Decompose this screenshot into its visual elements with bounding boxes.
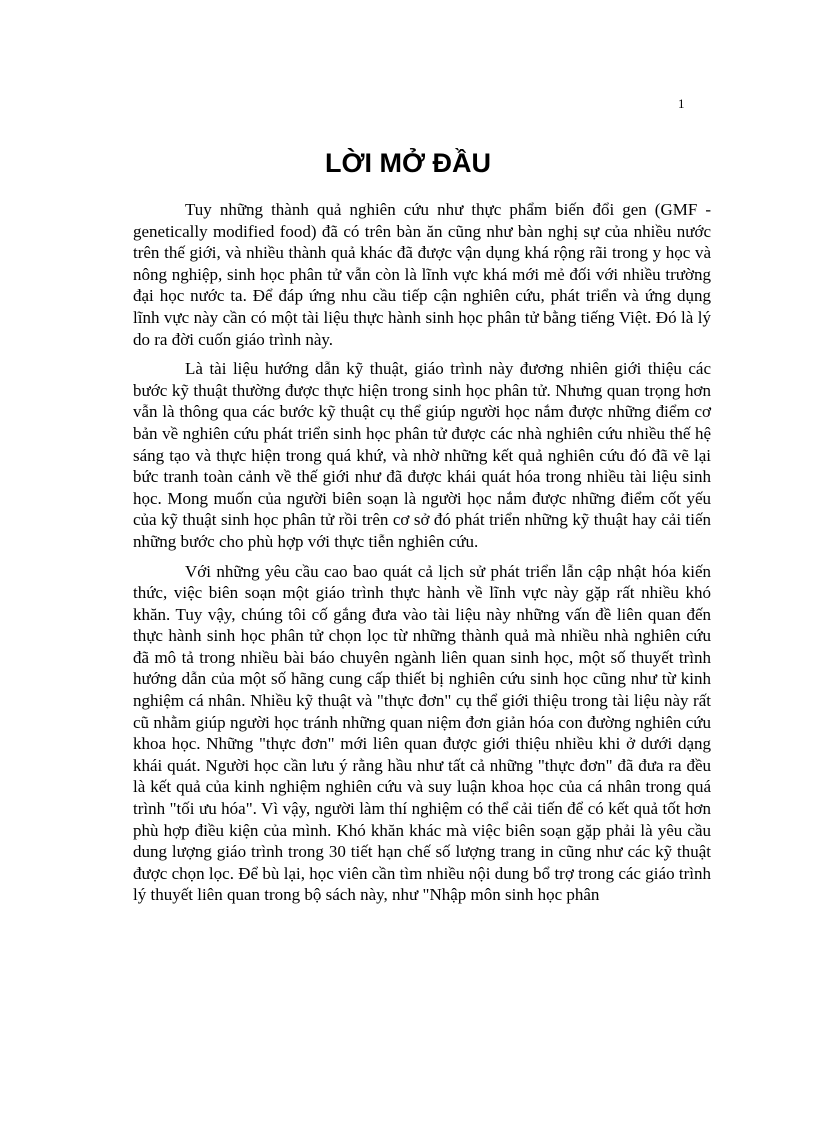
body-text <box>133 199 711 914</box>
paragraph-1: Tuy những thành quả nghiên cứu như thực phẩm biến đổi gen (GMF - genetically modified food) đã có trên bàn ăn cũng như bàn nghị sự của nhiều nước trên thế giới, và nhiều thành quả khác đã được vận dụng khá rộng rãi trong y học và nông nghiệp, sinh học phân tử vẫn còn là lĩnh vực khá mới mẻ đối với nhiều trường đại học nước ta. Để đáp ứng nhu cầu tiếp cận nghiên cứu, phát triển và ứng dụng lĩnh vực này cần có một tài liệu thực hành sinh học phân tử bằng tiếng Việt. Đó là lý do ra đời cuốn giáo trình này. <box>133 200 711 349</box>
paragraph-3: Với những yêu cầu cao bao quát cả lịch sử phát triển lẫn cập nhật hóa kiến thức, việc biên soạn một giáo trình thực hành về lĩnh vực này gặp rất nhiều khó khăn. Tuy vậy, chúng tôi cố gắng đưa vào tài liệu này những vấn đề liên quan đến thực hành sinh học phân tử chọn lọc từ những thành quả mà nhiều nhà nghiên cứu đã mô tả trong nhiều bài báo chuyên ngành liên quan sinh học, một số thuyết trình hướng dẫn của một số hãng cung cấp thiết bị nghiên cứu sinh học cũng như từ kinh nghiệm cá nhân. Nhiều kỹ thuật và "thực đơn" cụ thể giới thiệu trong tài liệu này rất cũ nhằm giúp người học tránh những quan niệm đơn giản hóa con đường nghiên cứu khoa học. Những "thực đơn" mới liên quan được giới thiệu nhiều khi ở dưới dạng khái quát. Người học cần lưu ý rằng hầu như tất cả những "thực đơn" đã đưa ra đều là kết quả của kinh nghiệm nghiên cứu và suy luận khoa học của cá nhân trong quá trình "tối ưu hóa". Vì vậy, người làm thí nghiệm có thể cải tiến để có kết quả tốt hơn phù hợp điều kiện của mình. Khó khăn khác mà việc biên soạn gặp phải là yêu cầu dung lượng giáo trình trong 30 tiết hạn chế số lượng trang in cũng như các kỹ thuật được chọn lọc. Để bù lại, học viên cần tìm nhiều nội dung bổ trợ trong các giáo trình lý thuyết liên quan trong bộ sách này, như "Nhập môn sinh học phân <box>133 561 711 905</box>
page-title: LỜI MỞ ĐẦU <box>324 148 492 178</box>
paragraph-2: Là tài liệu hướng dẫn kỹ thuật, giáo trình này đương nhiên giới thiệu các bước kỹ thuật thường được thực hiện trong sinh học phân tử. Nhưng quan trọng hơn vẫn là thông qua các bước kỹ thuật cụ thể giúp người học nắm được những điểm cơ bản về nghiên cứu phát triển sinh học phân tử được các nhà nghiên cứu nhiều thế hệ sáng tạo và thực hiện trong quá khứ, và nhờ những kết quả nghiên cứu đó đã vẽ lại bức tranh toàn cảnh về thế giới như đã được khái quát hóa trong nhiều tài liệu sinh học. Mong muốn của người biên soạn là người học nắm được những điểm cốt yếu của kỹ thuật sinh học phân tử rồi trên cơ sở đó phát triển những kỹ thuật hay cải tiến những bước cho phù hợp với thực tiễn nghiên cứu. <box>133 359 711 551</box>
page-number: 1 <box>678 96 685 111</box>
